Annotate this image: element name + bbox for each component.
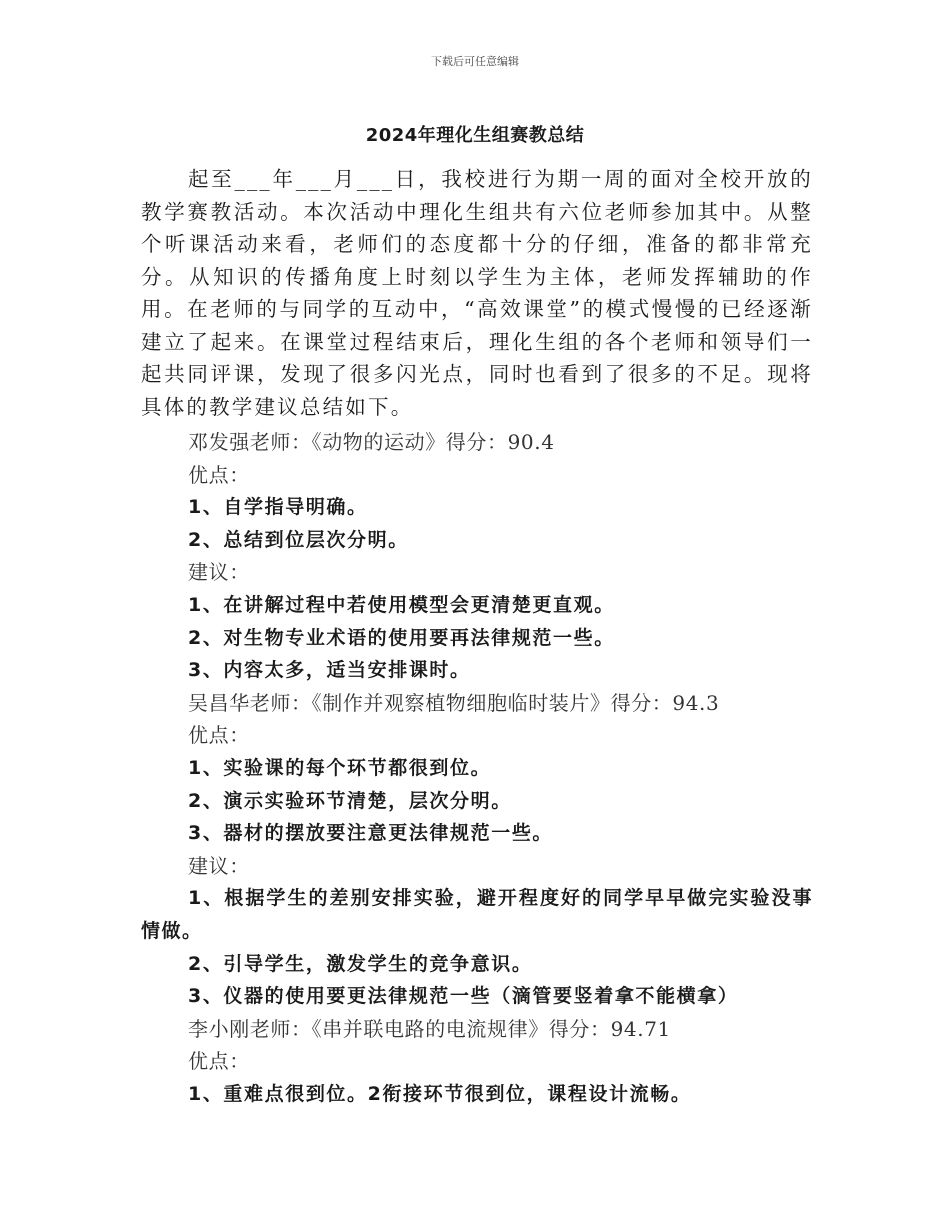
section-label: 优点： — [188, 462, 250, 487]
teacher-score-line: 李小刚老师：《串并联电路的电流规律》得分：94.71 — [188, 1016, 671, 1041]
list-item: 2、演示实验环节清楚，层次分明。 — [188, 789, 512, 812]
list-item: 2、引导学生，激发学生的竞争意识。 — [188, 952, 533, 975]
list-item: 2、总结到位层次分明。 — [188, 528, 409, 551]
teacher-score-line: 邓发强老师：《动物的运动》得分：90.4 — [188, 430, 555, 454]
document-body — [141, 163, 813, 1110]
section-label: 优点： — [188, 723, 250, 748]
section-label: 建议： — [188, 853, 250, 878]
summary-lines — [141, 426, 813, 1110]
list-item: 3、仪器的使用要更法律规范一些（滴管要竖着拿不能横拿） — [188, 985, 739, 1008]
section-label: 优点： — [188, 1049, 250, 1074]
list-item: 1、重难点很到位。2衔接环节很到位，课程设计流畅。 — [188, 1082, 692, 1105]
list-item: 1、自学指导明确。 — [188, 496, 368, 519]
list-item: 3、器材的摆放要注意更法律规范一些。 — [188, 822, 554, 845]
list-item: 1、实验课的每个环节都很到位。 — [188, 756, 492, 779]
teacher-score-line: 吴昌华老师：《制作并观察植物细胞临时装片》得分：94.3 — [188, 690, 720, 715]
list-item: 3、内容太多，适当安排课时。 — [188, 659, 471, 682]
header-note: 下载后可任意编辑 — [431, 55, 519, 68]
list-item: 1、在讲解过程中若使用模型会更清楚更直观。 — [188, 593, 615, 616]
list-item: 2、对生物专业术语的使用要再法律规范一些。 — [188, 626, 615, 649]
suggestion-item: 1、根据学生的差别安排实验，避开程度好的同学早早做完实验没事情做。 — [141, 887, 813, 942]
intro-paragraph: 起至___年___月___日，我校进行为期一周的面对全校开放的教学赛教活动。本次活动中理化生组共有六位老师参加其中。从整个听课活动来看，老师们的态度都十分的仔细，准备的都非常充分。从知识的传播角度上时刻以学生为主体，老师发挥辅助的作用。在老师的与同学的互动中，“高效课堂”的模式慢慢的已经逐渐建立了起来。在课堂过程结束后，理化生组的各个老师和领导们一起共同评课，发现了很多闪光点，同时也看到了很多的不足。现将具体的教学建议总结如下。 — [141, 167, 813, 419]
section-label: 建议： — [188, 560, 250, 585]
document-title: 2024年理化生组赛教总结 — [365, 125, 585, 146]
